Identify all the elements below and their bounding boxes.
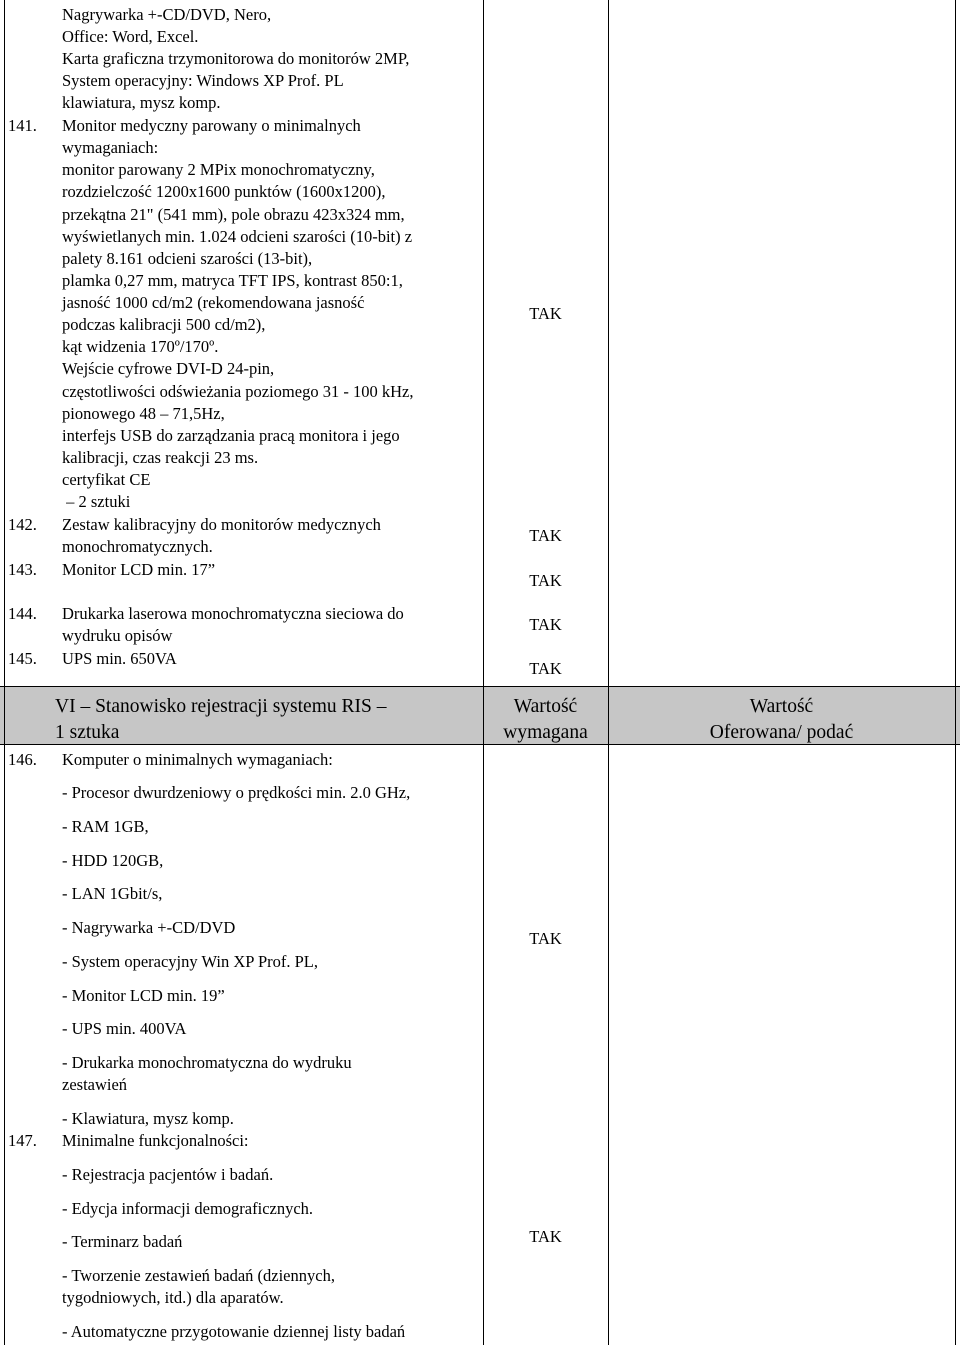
item-146-spec: zestawień — [62, 1075, 128, 1094]
item-141-line: rozdzielczość 1200x1600 punktów (1600x1200), — [62, 182, 386, 201]
item-141-line: podczas kalibracji 500 cd/m2), — [62, 315, 266, 334]
grid-line-left — [4, 0, 5, 1345]
item-number: 147. — [8, 1131, 37, 1150]
required-value: TAK — [529, 615, 562, 634]
item-141-line: monitor parowany 2 MPix monochromatyczny, — [62, 160, 375, 179]
item-147-spec: - Terminarz badań — [62, 1232, 183, 1251]
required-value: TAK — [529, 929, 562, 948]
item-147-spec: - Rejestracja pacjentów i badań. — [62, 1165, 274, 1184]
required-value: TAK — [529, 304, 562, 323]
item-number: 142. — [8, 515, 37, 534]
item-147-heading: Minimalne funkcjonalności: — [62, 1131, 249, 1150]
item-141-line: przekątna 21" (541 mm), pole obrazu 423x324 mm, — [62, 205, 405, 224]
column-header-offered: Oferowana/ podać — [709, 722, 854, 743]
required-value: TAK — [529, 659, 562, 678]
block-top-line: Office: Word, Excel. — [62, 27, 199, 46]
item-141-line: Monitor medyczny parowany o minimalnych — [62, 116, 361, 135]
required-value: TAK — [529, 526, 562, 545]
item-144-line: Drukarka laserowa monochromatyczna sieciowa do — [62, 604, 404, 623]
item-147-spec: tygodniowych, itd.) dla aparatów. — [62, 1288, 284, 1307]
item-146-spec: - Procesor dwurdzeniowy o prędkości min. 2.0 GHz, — [62, 783, 411, 802]
item-146-spec: - Nagrywarka +-CD/DVD — [62, 918, 236, 937]
item-141-line: kąt widzenia 170º/170º. — [62, 337, 219, 356]
column-header-required: wymagana — [503, 722, 588, 743]
grid-line-col3 — [608, 0, 609, 1345]
item-142-line: Zestaw kalibracyjny do monitorów medycznych — [62, 515, 381, 534]
item-146-spec: - Klawiatura, mysz komp. — [62, 1109, 234, 1128]
block-top-line: Nagrywarka +-CD/DVD, Nero, — [62, 5, 272, 24]
item-142-line: monochromatycznych. — [62, 537, 213, 556]
item-141-line: kalibracji, czas reakcji 23 ms. — [62, 448, 259, 467]
item-141-line: wyświetlanych min. 1.024 odcieni szarości (10-bit) z — [62, 227, 413, 246]
item-146-spec: - RAM 1GB, — [62, 817, 149, 836]
item-141-line: palety 8.161 odcieni szarości (13-bit), — [62, 249, 313, 268]
column-header-offered: Wartość — [749, 696, 814, 717]
required-value: TAK — [529, 571, 562, 590]
item-141-line: – 2 sztuki — [62, 492, 131, 511]
item-141-line: jasność 1000 cd/m2 (rekomendowana jasność — [62, 293, 365, 312]
block-top-line: Karta graficzna trzymonitorowa do monitorów 2MP, — [62, 49, 410, 68]
item-number: 145. — [8, 649, 37, 668]
item-141-line: Wejście cyfrowe DVI-D 24-pin, — [62, 359, 275, 378]
item-141-line: interfejs USB do zarządzania pracą monitora i jego — [62, 426, 400, 445]
item-143-line: Monitor LCD min. 17” — [62, 560, 216, 579]
item-number: 143. — [8, 560, 37, 579]
block-top-line: System operacyjny: Windows XP Prof. PL — [62, 71, 344, 90]
section-top-line — [0, 686, 960, 687]
item-145-line: UPS min. 650VA — [62, 649, 177, 668]
item-147-spec: - Automatyczne przygotowanie dziennej listy badań — [62, 1322, 406, 1341]
grid-line-right — [955, 0, 956, 1345]
section-title: VI – Stanowisko rejestracji systemu RIS – — [55, 696, 387, 717]
item-146-heading: Komputer o minimalnych wymaganiach: — [62, 750, 333, 769]
item-146-spec: - HDD 120GB, — [62, 851, 164, 870]
item-141-line: plamka 0,27 mm, matryca TFT IPS, kontrast 850:1, — [62, 271, 403, 290]
item-146-spec: - Monitor LCD min. 19” — [62, 986, 225, 1005]
item-146-spec: - System operacyjny Win XP Prof. PL, — [62, 952, 318, 971]
item-146-spec: - UPS min. 400VA — [62, 1019, 187, 1038]
item-141-line: pionowego 48 – 71,5Hz, — [62, 404, 225, 423]
item-147-spec: - Edycja informacji demograficznych. — [62, 1199, 314, 1218]
item-number: 141. — [8, 116, 37, 135]
item-147-spec: - Tworzenie zestawień badań (dziennych, — [62, 1266, 335, 1285]
column-header-required: Wartość — [513, 696, 578, 717]
required-value: TAK — [529, 1227, 562, 1246]
item-141-line: certyfikat CE — [62, 470, 151, 489]
block-top-line: klawiatura, mysz komp. — [62, 93, 221, 112]
item-144-line: wydruku opisów — [62, 626, 173, 645]
item-number: 146. — [8, 750, 37, 769]
item-141-line: wymaganiach: — [62, 138, 159, 157]
item-number: 144. — [8, 604, 37, 623]
item-141-line: częstotliwości odświeżania poziomego 31 - 100 kHz, — [62, 382, 414, 401]
item-146-spec: - Drukarka monochromatyczna do wydruku — [62, 1053, 352, 1072]
item-146-spec: - LAN 1Gbit/s, — [62, 884, 163, 903]
section-title: 1 sztuka — [55, 722, 120, 743]
